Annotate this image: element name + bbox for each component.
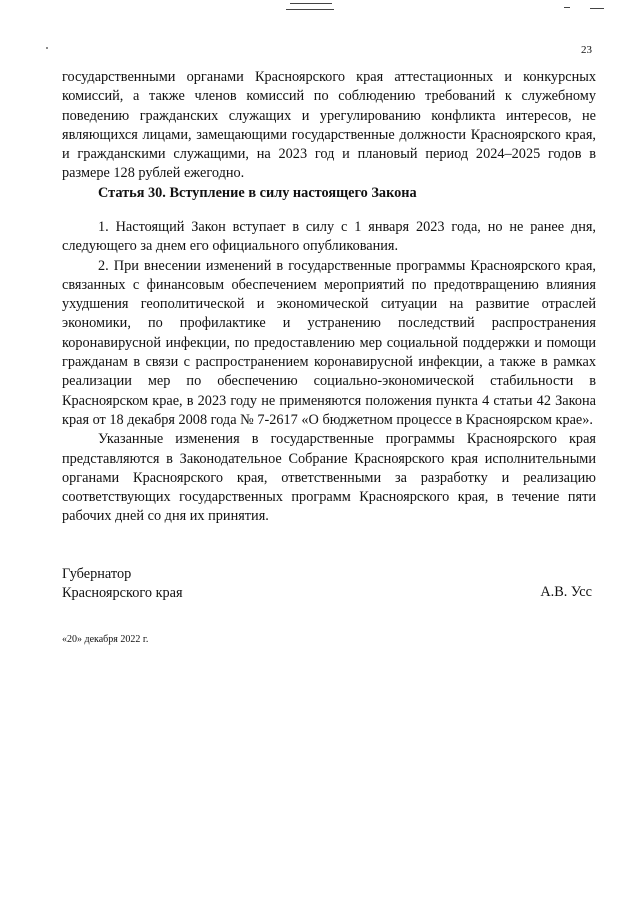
article-paragraph-1: 1. Настоящий Закон вступает в силу с 1 января 2023 года, но не ранее дня, следующего за днем его официального опубликования. [62,219,596,255]
article-heading: Статья 30. Вступление в силу настоящего Закона [98,185,417,201]
article-paragraph-2: 2. При внесении изменений в государственные программы Красноярского края, связанных с финансовым обеспечением мероприятий по предотвращению влияния ухудшения геополитической и экономической ситуации на развитие отраслей экономики, по профилактике и устранению последствий распространения коронавирусной инфекции, по предоставлению мер социальной поддержки и помощи гражданам в связи с распространением коронавирусной инфекции, а также в рамках реализации мер по обеспечению социально-экономической стабильности в Красноярском крае, в 2023 году не применяются положения пункта 4 статьи 42 Закона края от 18 декабря 2008 года № 7-2617 «О бюджетном процессе в Красноярском крае». [62,257,596,428]
signature-title-line2: Красноярского края [62,585,183,602]
page-number: 23 [581,44,592,56]
article-body [62,218,596,527]
signature-name: А.В. Усс [540,584,592,600]
signature-title-line1: Губернатор [62,566,132,582]
signature-title [62,565,183,604]
scan-artifact-line [590,8,604,9]
scan-artifact-line [286,9,334,10]
intro-paragraph: государственными органами Красноярского края аттестационных и конкурсных комиссий, а также членов комиссий по соблюдению требований к служебному поведению гражданских служащих и урегулированию конфликта интересов, не являющихся лицами, замещающими государственные должности Красноярского края, и гражданскими служащими, на 2023 год и плановый период 2024–2025 годов в размере 128 рублей ежегодно. [62,69,596,182]
intro-paragraph-block [62,68,596,184]
scan-artifact-dot [46,47,48,49]
document-date: «20» декабря 2022 г. [62,634,149,645]
article-paragraph-3: Указанные изменения в государственные программы Красноярского края представляются в Законодательное Собрание Красноярского края исполнительными органами Красноярского края, ответственными за разработку и реализацию соответствующих государственных программ Красноярского края, в течение пяти рабочих дней со дня их принятия. [62,431,596,525]
scan-artifact-line [564,7,570,8]
scan-artifact-line [290,3,332,4]
